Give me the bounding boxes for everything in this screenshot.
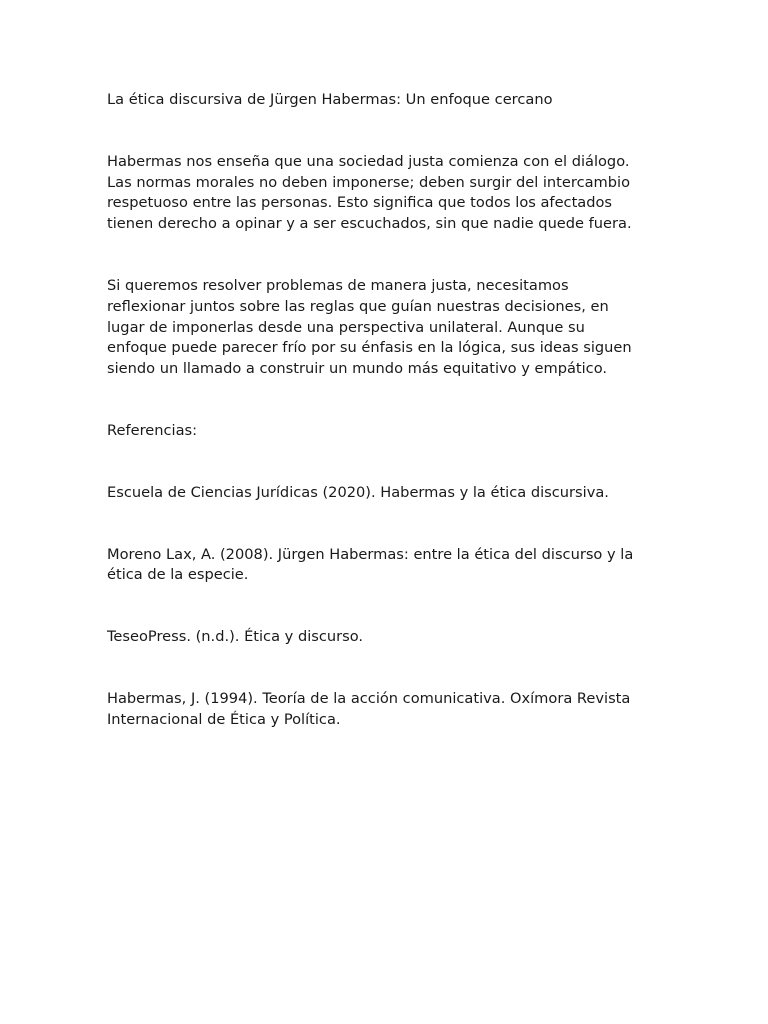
title-line: La ética discursiva de Jürgen Habermas: Un enfoque cercano <box>107 91 553 108</box>
references-heading-text: Referencias: <box>107 421 198 439</box>
paragraph-line: Las normas morales no deben imponerse; deben surgir del intercambio <box>107 173 630 191</box>
reference-line: Habermas, J. (1994). Teoría de la acción comunicativa. Oxímora Revista <box>107 689 631 707</box>
paragraph-line: Si queremos resolver problemas de manera justa, necesitamos <box>107 276 569 294</box>
paragraph-line: respetuoso entre las personas. Esto significa que todos los afectados <box>107 194 613 212</box>
paragraph-dialogue <box>107 152 667 235</box>
document-title <box>107 90 667 111</box>
paragraph-line: lugar de imponerlas desde una perspectiva unilateral. Aunque su <box>107 318 585 336</box>
reference-line: ética de la especie. <box>107 566 249 584</box>
reference-line: Escuela de Ciencias Jurídicas (2020). Habermas y la ética discursiva. <box>107 483 609 501</box>
references-heading <box>107 421 667 442</box>
paragraph-line: siendo un llamado a construir un mundo más equitativo y empático. <box>107 360 608 378</box>
paragraph-line: reflexionar juntos sobre las reglas que guían nuestras decisiones, en <box>107 297 609 315</box>
paragraph-reflection <box>107 276 667 380</box>
reference-item <box>107 545 667 587</box>
reference-item <box>107 627 667 648</box>
reference-item <box>107 689 667 731</box>
paragraph-line: tienen derecho a opinar y a ser escuchados, sin que nadie quede fuera. <box>107 215 632 233</box>
reference-line: Internacional de Ética y Política. <box>107 710 341 728</box>
paragraph-line: enfoque puede parecer frío por su énfasis en la lógica, sus ideas siguen <box>107 339 632 357</box>
reference-item <box>107 483 667 504</box>
reference-line: TeseoPress. (n.d.). Ética y discurso. <box>107 628 364 646</box>
paragraph-line: Habermas nos enseña que una sociedad justa comienza con el diálogo. <box>107 152 630 170</box>
document-body <box>107 90 667 731</box>
reference-line: Moreno Lax, A. (2008). Jürgen Habermas: entre la ética del discurso y la <box>107 545 634 563</box>
